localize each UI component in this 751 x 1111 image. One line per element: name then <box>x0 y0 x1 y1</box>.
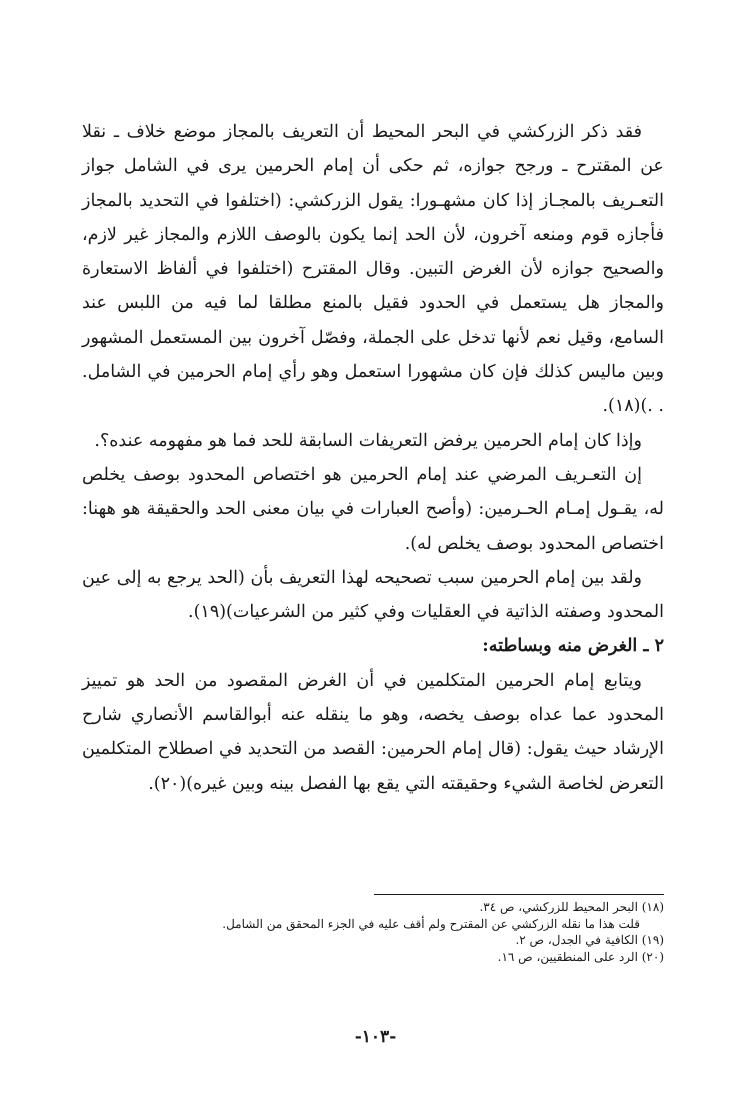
footnote-18-note: قلت هذا ما نقله الزركشي عن المقترح ولم أقف عليه في الجزء المحقق من الشامل. <box>222 916 640 931</box>
footnotes <box>82 899 664 965</box>
section-heading: ٢ ـ الغرض منه وبساطته: <box>482 636 664 657</box>
footnote-19: (١٩) الكافية في الجدل، ص ٢. <box>515 933 664 947</box>
main-text <box>82 115 664 801</box>
paragraph-reason: ولقد بين إمام الحرمين سبب تصحيحه لهذا التعريف بأن (الحد يرجع به إلى عين المحدود وصفته الذاتية في العقليات وفي كثير من الشرعيات)(١٩). <box>82 567 664 623</box>
paragraph-question: وإذا كان إمام الحرمين يرفض التعريفات السابقة للحد فما هو مفهومه عنده؟. <box>94 430 642 451</box>
paragraph-purpose: ويتابع إمام الحرمين المتكلمين في أن الغرض المقصود من الحد هو تمييز المحدود عما عداه بوصف يخصه، وهو ما ينقله عنه أبوالقاسم الأنصاري شارح الإرشاد حيث يقول: (قال إمام الحرمين: القصد من التحديد في اصطلاح المتكلمين التعرض لخاصة الشيء وحقيقته التي يقع بها الفصل بينه وبين غيره)(٢٠). <box>82 670 664 794</box>
page-number: -١٠٣- <box>354 1027 397 1047</box>
footnote-divider <box>374 894 664 895</box>
footnote-18: (١٨) البحر المحيط للزركشي، ص ٣٤. <box>479 900 664 914</box>
footnote-20: (٢٠) الرد على المنطقيين، ص ١٦. <box>497 949 664 964</box>
paragraph-zarkashi-quote: فقد ذكر الزركشي في البحر المحيط أن التعريف بالمجاز موضع خلاف ـ نقلا عن المقترح ـ ورجح جوازه، ثم حكى أن إمام الحرمين يرى في الشامل جواز التعـريف بالمجـاز إذا كان مشهـورا: يقول الزركشي: (اختلفوا في التحديد بالمجاز فأجازه قوم ومنعه آخرون، لأن الحد إنما يكون بالوصف اللازم والمجاز غير لازم، والصحيح جوازه لأن الغرض التبين. وقال المقترح (اختلفوا في ألفاظ الاستعارة والمجاز هل يستعمل في الحدود فقيل بالمنع مطلقا لما فيه من اللبس عند السامع، وقيل نعم لأنها تدخل على الجملة، وفصّل آخرون بين المستعمل المشهور وبين ماليس كذلك فإن كان مشهورا استعمل وهو رأي إمام الحرمين في الشامل. . .)(١٨). <box>82 122 664 417</box>
paragraph-accepted-definition: إن التعـريف المرضي عند إمام الحرمين هو اختصاص المحدود بوصف يخلص له، يقـول إمـام الحـرمين: (وأصح العبارات في بيان معنى الحد والحقيقة هو ههنا: اختصاص المحدود بوصف يخلص له). <box>82 464 664 554</box>
